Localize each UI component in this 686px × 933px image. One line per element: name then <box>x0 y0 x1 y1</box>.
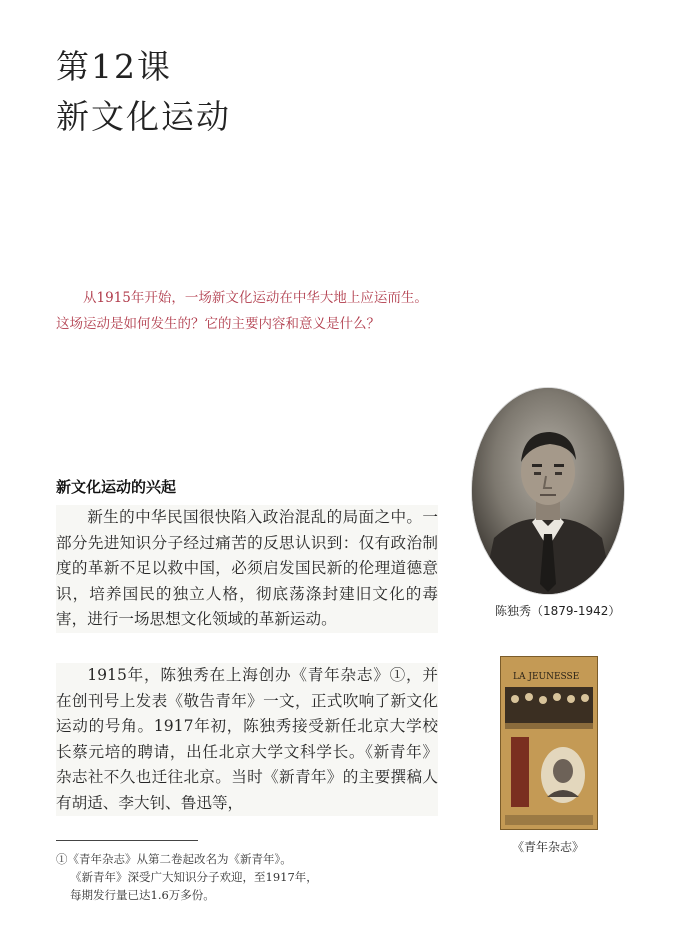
footnote-line-1: ①《青年杂志》从第二卷起改名为《新青年》。 <box>56 852 292 866</box>
footnote-line-2: 《新青年》深受广大知识分子欢迎，至1917年， <box>70 870 318 884</box>
magazine-caption: 《青年杂志》 <box>512 840 585 854</box>
portrait-illustration <box>472 388 624 594</box>
magazine-cover <box>500 656 598 830</box>
paragraph-rise: 新生的中华民国很快陷入政治混乱的局面之中。一部分先进知识分子经过痛苦的反思认识到：仅有政治制度的革新不足以救中国，必须启发国民新的伦理道德意识，培养国民的独立人格，彻底荡涤封建旧文化的毒害，进行一场思想文化领域的革新运动。 <box>56 505 438 633</box>
intro-question: 从1915年开始，一场新文化运动在中华大地上应运而生。这场运动是如何发生的？它的主要内容和意义是什么？ <box>56 290 428 332</box>
lesson-number: 第12课 <box>56 47 172 86</box>
lesson-title: 新文化运动 <box>56 97 231 136</box>
portrait-caption: 陈独秀（1879-1942） <box>495 604 621 618</box>
footnote-rule <box>56 840 198 841</box>
portrait-photo <box>472 388 624 594</box>
magazine-illustration <box>501 657 597 829</box>
magazine-cover-title: LA JEUNESSE <box>513 672 580 682</box>
section-heading: 新文化运动的兴起 <box>56 478 177 496</box>
footnote <box>56 850 436 904</box>
paragraph-magazine: 1915年，陈独秀在上海创办《青年杂志》①，并在创刊号上发表《敬告青年》一文，正式吹响了新文化运动的号角。1917年初，陈独秀接受新任北京大学校长蔡元培的聘请，出任北京大学文科学长。《新青年》杂志社不久也迁往北京。当时《新青年》的主要撰稿人有胡适、李大钊、鲁迅等， <box>56 663 438 816</box>
footnote-line-3: 每期发行量已达1.6万多份。 <box>70 888 215 902</box>
